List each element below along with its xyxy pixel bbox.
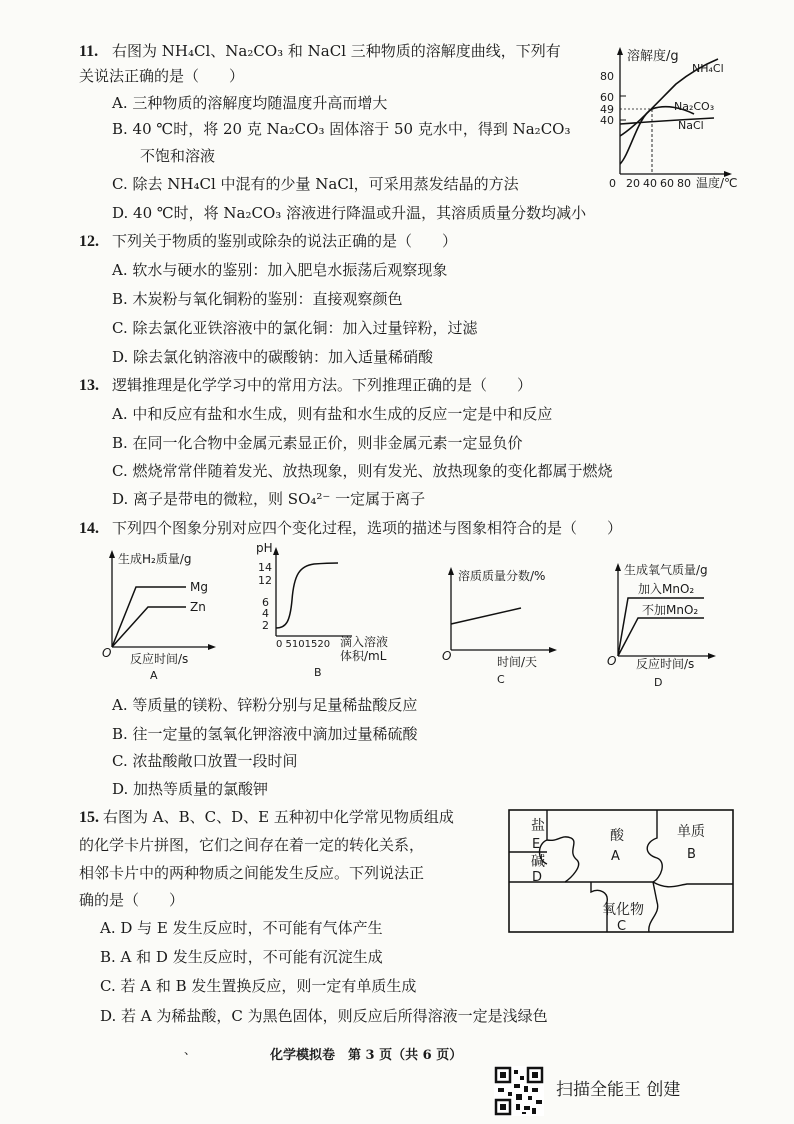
q14-stem: 下列四个图象分别对应四个变化过程，选项的描述与图象相符合的是（ ）	[112, 519, 623, 537]
graph-a-y-arrow	[109, 550, 115, 558]
scanner-watermark: 扫描全能王 创建	[556, 1080, 681, 1100]
graph-b-ytick-4: 4	[262, 607, 269, 620]
graph-a-mg-line	[112, 587, 186, 647]
graph-b-ylabel: pH	[256, 541, 273, 555]
q11-option-b-cont: 不饱和溶液	[140, 147, 216, 165]
q11-option-b: B. 40 ℃时，将 20 克 Na₂CO₃ 固体溶于 50 克水中，得到 Na₂CO₃	[112, 120, 571, 138]
graph-d-ylabel: 生成氧气质量/g	[624, 563, 708, 577]
q14-option-b: B. 往一定量的氢氧化钾溶液中滴加过量稀硫酸	[112, 725, 418, 743]
card-puzzle-figure	[507, 808, 737, 936]
graph-c-caption: C	[497, 673, 505, 686]
puzzle-b-name: 单质	[677, 824, 705, 840]
xtick-20: 20	[626, 177, 640, 190]
graph-d-caption: D	[654, 676, 663, 689]
graph-d-no-mno2-line	[618, 618, 704, 656]
q11-option-a: A. 三种物质的溶解度均随温度升高而增大	[112, 94, 388, 112]
fig-xlabel: 温度/℃	[696, 176, 738, 190]
graph-d-y-arrow	[615, 563, 621, 571]
graph-d	[604, 558, 734, 690]
graph-d-line2-label: 不加MnO₂	[642, 603, 699, 617]
graph-c-xlabel: 时间/天	[497, 655, 538, 669]
xtick-80: 80	[677, 177, 691, 190]
q15-option-c: C. 若 A 和 B 发生置换反应，则一定有单质生成	[100, 977, 417, 995]
q14-number: 14.	[79, 520, 99, 537]
q14-option-a: A. 等质量的镁粉、锌粉分别与足量稀盐酸反应	[112, 696, 418, 714]
ytick-80: 80	[600, 70, 614, 83]
q15-stem-line4: 确的是（ ）	[79, 891, 185, 909]
graph-c-line	[451, 608, 521, 624]
puzzle-a-letter: A	[611, 849, 620, 864]
graph-b-ytick-2: 2	[262, 619, 269, 632]
fig-ylabel: 溶解度/g	[627, 49, 679, 64]
stray-mark: 、	[184, 1043, 197, 1057]
puzzle-a-b-edge	[565, 810, 662, 882]
graph-a-mg-label: Mg	[190, 580, 208, 594]
q12-stem: 下列关于物质的鉴别或除杂的说法正确的是（ ）	[112, 232, 458, 250]
q11-number: 11.	[79, 43, 99, 60]
graph-a-caption: A	[150, 669, 158, 682]
puzzle-a-name: 酸	[610, 828, 624, 844]
q15-stem-line2: 的化学卡片拼图，它们之间存在着一定的转化关系，	[79, 836, 425, 854]
graph-b-xticks: 0 5101520	[276, 639, 331, 650]
graph-c-ylabel: 溶质质量分数/%	[458, 569, 546, 583]
q15-number: 15.	[79, 809, 99, 826]
q12-option-a: A. 软水与硬水的鉴别：加入肥皂水振荡后观察现象	[112, 261, 448, 279]
graph-b-ph-curve	[276, 563, 338, 628]
solubility-curve-figure	[596, 44, 746, 192]
qr-code-icon	[494, 1066, 544, 1116]
graph-c	[441, 562, 581, 687]
q11-stem-line2: 关说法正确的是（ ）	[79, 67, 245, 85]
q13-option-d: D. 离子是带电的微粒，则 SO₄²⁻ 一定属于离子	[112, 490, 426, 508]
puzzle-b-bottom-edge	[653, 882, 733, 887]
puzzle-c-name: 氧化物	[602, 902, 644, 918]
graph-a-zn-label: Zn	[190, 600, 206, 614]
ytick-60: 60	[600, 91, 614, 104]
q15-stem-line3: 相邻卡片中的两种物质之间能发生反应。下列说法正	[79, 864, 425, 882]
label-nacl: NaCl	[678, 119, 704, 132]
graph-b-y-arrow	[273, 547, 279, 555]
graph-a-origin: O	[102, 646, 112, 660]
xtick-60: 60	[660, 177, 674, 190]
graph-a-ylabel: 生成H₂质量/g	[118, 552, 192, 566]
na2co3-curve	[620, 107, 694, 164]
ytick-40: 40	[600, 114, 614, 127]
q13-option-c: C. 燃烧常常伴随着发光、放热现象，则有发光、放热现象的变化都属于燃烧	[112, 462, 613, 480]
q15-option-d: D. 若 A 为稀盐酸，C 为黑色固体，则反应后所得溶液一定是浅绿色	[100, 1007, 548, 1025]
puzzle-b-letter: B	[687, 847, 696, 862]
graph-d-xlabel: 反应时间/s	[636, 657, 695, 671]
graph-c-origin: O	[442, 649, 452, 663]
graph-a-zn-line	[112, 607, 186, 647]
y-axis-arrow	[617, 47, 623, 55]
ytick-49: 49	[600, 103, 614, 116]
puzzle-e-name: 盐	[531, 818, 545, 834]
graph-b-caption: B	[314, 666, 322, 679]
graph-a-xlabel: 反应时间/s	[130, 652, 189, 666]
graph-b-ytick-6: 6	[262, 596, 269, 609]
q12-option-b: B. 木炭粉与氧化铜粉的鉴别：直接观察颜色	[112, 290, 403, 308]
graph-b-xlabel-1: 滴入溶液	[340, 635, 389, 649]
q15-option-a: A. D 与 E 发生反应时，不可能有气体产生	[100, 919, 383, 937]
q15-stem-line1: 右图为 A、B、C、D、E 五种初中化学常见物质组成	[103, 808, 454, 826]
puzzle-d-letter: D	[532, 870, 543, 885]
graph-a	[100, 547, 220, 682]
graph-c-y-arrow	[448, 567, 454, 575]
q13-stem: 逻辑推理是化学学习中的常用方法。下列推理正确的是（ ）	[112, 376, 533, 394]
xtick-40: 40	[643, 177, 657, 190]
graph-b-ytick-14: 14	[258, 561, 272, 574]
graph-b-xlabel-2: 体积/mL	[340, 649, 387, 663]
page-footer: 化学模拟卷 第 3 页（共 6 页）	[270, 1048, 463, 1063]
q11-option-d: D. 40 ℃时，将 Na₂CO₃ 溶液进行降温或升温，其溶质质量分数均减小	[112, 204, 587, 222]
xtick-0: 0	[609, 177, 616, 190]
graph-d-origin: O	[607, 654, 617, 668]
q14-option-d: D. 加热等质量的氯酸钾	[112, 780, 269, 798]
q12-option-c: C. 除去氯化亚铁溶液中的氯化铜：加入过量锌粉，过滤	[112, 319, 478, 337]
graph-d-x-arrow	[708, 653, 716, 659]
puzzle-c-right-edge	[649, 882, 658, 932]
q12-number: 12.	[79, 233, 99, 250]
label-nh4cl: NH₄Cl	[692, 62, 724, 75]
puzzle-c-letter: C	[617, 919, 627, 934]
graph-b	[252, 540, 422, 680]
graph-b-ytick-12: 12	[258, 574, 272, 587]
q11-stem-line1: 右图为 NH₄Cl、Na₂CO₃ 和 NaCl 三种物质的溶解度曲线，下列有	[112, 42, 561, 60]
q13-number: 13.	[79, 377, 99, 394]
graph-c-x-arrow	[549, 647, 557, 653]
q13-option-b: B. 在同一化合物中金属元素显正价，则非金属元素一定显负价	[112, 434, 523, 452]
q13-option-a: A. 中和反应有盐和水生成，则有盐和水生成的反应一定是中和反应	[112, 405, 553, 423]
q15-option-b: B. A 和 D 发生反应时，不可能有沉淀生成	[100, 948, 383, 966]
puzzle-e-letter: E	[532, 837, 541, 852]
q14-option-c: C. 浓盐酸敞口放置一段时间	[112, 752, 298, 770]
graph-d-line1-label: 加入MnO₂	[638, 582, 695, 596]
puzzle-d-name: 碱	[531, 854, 545, 870]
graph-a-x-arrow	[208, 644, 216, 650]
label-na2co3: Na₂CO₃	[674, 100, 715, 113]
q11-option-c: C. 除去 NH₄Cl 中混有的少量 NaCl，可采用蒸发结晶的方法	[112, 175, 519, 193]
q12-option-d: D. 除去氯化钠溶液中的碳酸钠：加入适量稀硝酸	[112, 348, 434, 366]
